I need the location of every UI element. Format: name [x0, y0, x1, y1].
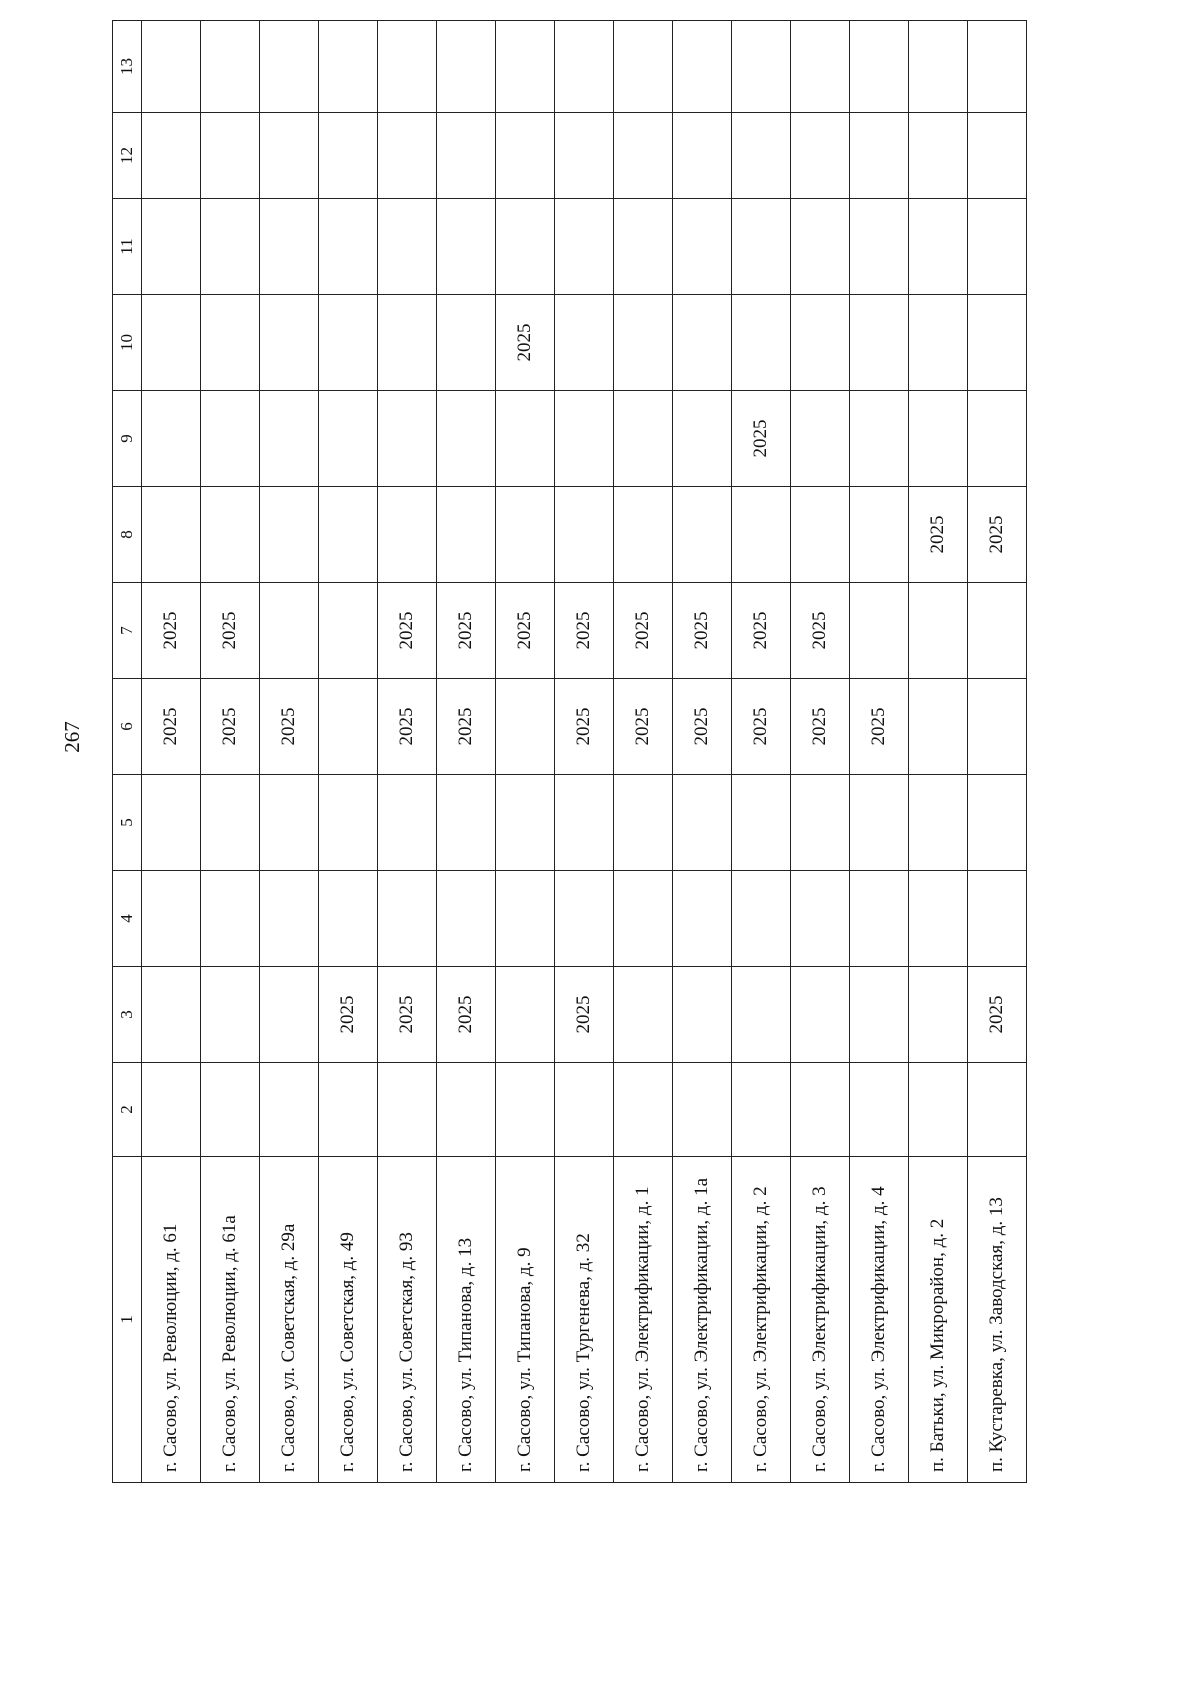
year-cell-col-8 — [555, 487, 614, 583]
year-cell-col-10 — [142, 295, 201, 391]
year-cell-col-2 — [437, 1063, 496, 1157]
year-cell-col-9: 2025 — [732, 391, 791, 487]
year-cell-col-6: 2025 — [201, 679, 260, 775]
table-row — [614, 21, 673, 1483]
year-cell-col-4 — [850, 871, 909, 967]
year-cell-col-13 — [260, 21, 319, 113]
year-cell-col-12 — [201, 113, 260, 199]
table-row — [968, 21, 1027, 1483]
year-cell-col-11 — [437, 199, 496, 295]
year-cell-col-4 — [319, 871, 378, 967]
address-cell: г. Сасово, ул. Тургенева, д. 32 — [555, 1157, 614, 1483]
year-cell-col-12 — [555, 113, 614, 199]
year-cell-col-13 — [378, 21, 437, 113]
year-cell-col-3 — [791, 967, 850, 1063]
year-cell-col-11 — [142, 199, 201, 295]
year-cell-col-5 — [142, 775, 201, 871]
year-cell-col-7: 2025 — [142, 583, 201, 679]
column-header-8: 8 — [113, 487, 142, 583]
year-cell-col-4 — [142, 871, 201, 967]
year-cell-col-4 — [437, 871, 496, 967]
page-number: 267 — [60, 721, 84, 753]
table-row — [201, 21, 260, 1483]
column-header-1: 1 — [113, 1157, 142, 1483]
year-cell-col-5 — [260, 775, 319, 871]
year-cell-col-13 — [791, 21, 850, 113]
column-header-13: 13 — [113, 21, 142, 113]
year-cell-col-5 — [201, 775, 260, 871]
year-cell-col-10 — [732, 295, 791, 391]
address-cell: г. Сасово, ул. Электрификации, д. 1 — [614, 1157, 673, 1483]
year-cell-col-8 — [142, 487, 201, 583]
year-cell-col-3: 2025 — [437, 967, 496, 1063]
column-header-11: 11 — [113, 199, 142, 295]
year-cell-col-3 — [142, 967, 201, 1063]
address-cell: г. Сасово, ул. Электрификации, д. 1а — [673, 1157, 732, 1483]
year-cell-col-10 — [909, 295, 968, 391]
year-cell-col-3: 2025 — [968, 967, 1027, 1063]
column-header-9: 9 — [113, 391, 142, 487]
table-row — [260, 21, 319, 1483]
year-cell-col-5 — [968, 775, 1027, 871]
column-header-7: 7 — [113, 583, 142, 679]
year-cell-col-10 — [201, 295, 260, 391]
address-cell: п. Кустаревка, ул. Заводская, д. 13 — [968, 1157, 1027, 1483]
year-cell-col-9 — [437, 391, 496, 487]
year-cell-col-2 — [791, 1063, 850, 1157]
year-cell-col-9 — [909, 391, 968, 487]
column-header-12: 12 — [113, 113, 142, 199]
year-cell-col-8 — [791, 487, 850, 583]
year-cell-col-4 — [378, 871, 437, 967]
address-cell: г. Сасово, ул. Советская, д. 49 — [319, 1157, 378, 1483]
year-cell-col-5 — [555, 775, 614, 871]
year-cell-col-3: 2025 — [378, 967, 437, 1063]
column-header-6: 6 — [113, 679, 142, 775]
year-cell-col-7: 2025 — [732, 583, 791, 679]
year-cell-col-7: 2025 — [614, 583, 673, 679]
year-cell-col-9 — [791, 391, 850, 487]
year-cell-col-13 — [142, 21, 201, 113]
column-header-10: 10 — [113, 295, 142, 391]
year-cell-col-11 — [732, 199, 791, 295]
year-cell-col-3: 2025 — [555, 967, 614, 1063]
year-cell-col-9 — [319, 391, 378, 487]
year-cell-col-4 — [614, 871, 673, 967]
year-cell-col-4 — [791, 871, 850, 967]
table-row — [142, 21, 201, 1483]
column-header-2: 2 — [113, 1063, 142, 1157]
year-cell-col-11 — [201, 199, 260, 295]
year-cell-col-4 — [968, 871, 1027, 967]
year-cell-col-13 — [555, 21, 614, 113]
year-cell-col-7 — [909, 583, 968, 679]
year-cell-col-4 — [260, 871, 319, 967]
table-row — [850, 21, 909, 1483]
year-cell-col-7: 2025 — [791, 583, 850, 679]
year-cell-col-2 — [968, 1063, 1027, 1157]
year-cell-col-10: 2025 — [496, 295, 555, 391]
year-cell-col-12 — [496, 113, 555, 199]
year-cell-col-4 — [732, 871, 791, 967]
year-cell-col-2 — [378, 1063, 437, 1157]
year-cell-col-12 — [319, 113, 378, 199]
year-cell-col-8: 2025 — [968, 487, 1027, 583]
year-cell-col-5 — [909, 775, 968, 871]
year-cell-col-8 — [378, 487, 437, 583]
table-row — [732, 21, 791, 1483]
year-cell-col-4 — [673, 871, 732, 967]
year-cell-col-11 — [614, 199, 673, 295]
year-cell-col-10 — [555, 295, 614, 391]
table-row — [673, 21, 732, 1483]
year-cell-col-2 — [142, 1063, 201, 1157]
year-cell-col-12 — [791, 113, 850, 199]
year-cell-col-2 — [260, 1063, 319, 1157]
year-cell-col-4 — [909, 871, 968, 967]
year-cell-col-10 — [437, 295, 496, 391]
year-cell-col-10 — [968, 295, 1027, 391]
year-cell-col-4 — [201, 871, 260, 967]
year-cell-col-7: 2025 — [555, 583, 614, 679]
table-header-row — [113, 21, 142, 1483]
year-cell-col-10 — [850, 295, 909, 391]
address-cell: г. Сасово, ул. Электрификации, д. 4 — [850, 1157, 909, 1483]
year-cell-col-9 — [378, 391, 437, 487]
address-cell: г. Сасово, ул. Электрификации, д. 3 — [791, 1157, 850, 1483]
address-cell: г. Сасово, ул. Советская, д. 93 — [378, 1157, 437, 1483]
year-cell-col-13 — [909, 21, 968, 113]
year-cell-col-3 — [909, 967, 968, 1063]
year-cell-col-2 — [319, 1063, 378, 1157]
table-row — [319, 21, 378, 1483]
year-cell-col-10 — [319, 295, 378, 391]
year-cell-col-13 — [437, 21, 496, 113]
year-cell-col-7 — [319, 583, 378, 679]
year-cell-col-9 — [260, 391, 319, 487]
year-cell-col-11 — [378, 199, 437, 295]
year-cell-col-11 — [260, 199, 319, 295]
schedule-table — [112, 20, 1027, 1483]
year-cell-col-7: 2025 — [201, 583, 260, 679]
year-cell-col-3 — [260, 967, 319, 1063]
year-cell-col-7 — [850, 583, 909, 679]
column-header-5: 5 — [113, 775, 142, 871]
year-cell-col-6: 2025 — [437, 679, 496, 775]
year-cell-col-2 — [732, 1063, 791, 1157]
year-cell-col-13 — [732, 21, 791, 113]
year-cell-col-6: 2025 — [260, 679, 319, 775]
year-cell-col-9 — [555, 391, 614, 487]
year-cell-col-8 — [673, 487, 732, 583]
year-cell-col-5 — [673, 775, 732, 871]
year-cell-col-8 — [437, 487, 496, 583]
year-cell-col-6: 2025 — [791, 679, 850, 775]
address-cell: г. Сасово, ул. Типанова, д. 13 — [437, 1157, 496, 1483]
year-cell-col-5 — [614, 775, 673, 871]
year-cell-col-5 — [496, 775, 555, 871]
year-cell-col-13 — [673, 21, 732, 113]
year-cell-col-5 — [437, 775, 496, 871]
year-cell-col-12 — [673, 113, 732, 199]
year-cell-col-6 — [496, 679, 555, 775]
year-cell-col-2 — [850, 1063, 909, 1157]
year-cell-col-12 — [437, 113, 496, 199]
year-cell-col-8 — [732, 487, 791, 583]
year-cell-col-3 — [850, 967, 909, 1063]
year-cell-col-11 — [555, 199, 614, 295]
year-cell-col-11 — [319, 199, 378, 295]
year-cell-col-13 — [201, 21, 260, 113]
year-cell-col-13 — [319, 21, 378, 113]
year-cell-col-2 — [555, 1063, 614, 1157]
year-cell-col-6: 2025 — [614, 679, 673, 775]
year-cell-col-13 — [850, 21, 909, 113]
table-row — [909, 21, 968, 1483]
year-cell-col-7 — [260, 583, 319, 679]
year-cell-col-6: 2025 — [673, 679, 732, 775]
address-cell: г. Сасово, ул. Революции, д. 61а — [201, 1157, 260, 1483]
year-cell-col-9 — [142, 391, 201, 487]
year-cell-col-5 — [791, 775, 850, 871]
year-cell-col-12 — [142, 113, 201, 199]
year-cell-col-12 — [260, 113, 319, 199]
year-cell-col-3 — [673, 967, 732, 1063]
year-cell-col-3: 2025 — [319, 967, 378, 1063]
year-cell-col-13 — [968, 21, 1027, 113]
year-cell-col-10 — [260, 295, 319, 391]
year-cell-col-6: 2025 — [142, 679, 201, 775]
year-cell-col-3 — [614, 967, 673, 1063]
year-cell-col-11 — [496, 199, 555, 295]
year-cell-col-8 — [850, 487, 909, 583]
year-cell-col-2 — [201, 1063, 260, 1157]
address-cell: г. Сасово, ул. Советская, д. 29а — [260, 1157, 319, 1483]
year-cell-col-7: 2025 — [496, 583, 555, 679]
year-cell-col-5 — [319, 775, 378, 871]
address-cell: г. Сасово, ул. Электрификации, д. 2 — [732, 1157, 791, 1483]
year-cell-col-4 — [555, 871, 614, 967]
year-cell-col-6 — [909, 679, 968, 775]
column-header-3: 3 — [113, 967, 142, 1063]
year-cell-col-10 — [673, 295, 732, 391]
year-cell-col-8 — [614, 487, 673, 583]
year-cell-col-3 — [496, 967, 555, 1063]
year-cell-col-11 — [850, 199, 909, 295]
address-cell: г. Сасово, ул. Типанова, д. 9 — [496, 1157, 555, 1483]
year-cell-col-2 — [614, 1063, 673, 1157]
year-cell-col-9 — [496, 391, 555, 487]
year-cell-col-5 — [378, 775, 437, 871]
year-cell-col-11 — [791, 199, 850, 295]
year-cell-col-9 — [673, 391, 732, 487]
table-row — [791, 21, 850, 1483]
year-cell-col-2 — [673, 1063, 732, 1157]
year-cell-col-4 — [496, 871, 555, 967]
table-row — [555, 21, 614, 1483]
year-cell-col-12 — [614, 113, 673, 199]
year-cell-col-13 — [496, 21, 555, 113]
column-header-4: 4 — [113, 871, 142, 967]
year-cell-col-11 — [673, 199, 732, 295]
year-cell-col-12 — [909, 113, 968, 199]
year-cell-col-12 — [850, 113, 909, 199]
year-cell-col-6: 2025 — [555, 679, 614, 775]
year-cell-col-6: 2025 — [850, 679, 909, 775]
year-cell-col-8: 2025 — [909, 487, 968, 583]
year-cell-col-12 — [378, 113, 437, 199]
year-cell-col-9 — [201, 391, 260, 487]
year-cell-col-6 — [968, 679, 1027, 775]
year-cell-col-3 — [201, 967, 260, 1063]
year-cell-col-7: 2025 — [437, 583, 496, 679]
year-cell-col-3 — [732, 967, 791, 1063]
table-row — [437, 21, 496, 1483]
year-cell-col-7: 2025 — [673, 583, 732, 679]
year-cell-col-10 — [614, 295, 673, 391]
year-cell-col-6 — [319, 679, 378, 775]
year-cell-col-9 — [614, 391, 673, 487]
year-cell-col-11 — [968, 199, 1027, 295]
year-cell-col-8 — [201, 487, 260, 583]
year-cell-col-12 — [968, 113, 1027, 199]
year-cell-col-2 — [496, 1063, 555, 1157]
year-cell-col-7 — [968, 583, 1027, 679]
table-row — [496, 21, 555, 1483]
address-cell: г. Сасово, ул. Революции, д. 61 — [142, 1157, 201, 1483]
year-cell-col-10 — [378, 295, 437, 391]
year-cell-col-8 — [260, 487, 319, 583]
year-cell-col-8 — [496, 487, 555, 583]
address-cell: п. Батьки, ул. Микрорайон, д. 2 — [909, 1157, 968, 1483]
year-cell-col-6: 2025 — [732, 679, 791, 775]
year-cell-col-12 — [732, 113, 791, 199]
year-cell-col-9 — [968, 391, 1027, 487]
year-cell-col-11 — [909, 199, 968, 295]
year-cell-col-2 — [909, 1063, 968, 1157]
year-cell-col-5 — [850, 775, 909, 871]
year-cell-col-7: 2025 — [378, 583, 437, 679]
year-cell-col-6: 2025 — [378, 679, 437, 775]
year-cell-col-8 — [319, 487, 378, 583]
table-row — [378, 21, 437, 1483]
year-cell-col-13 — [614, 21, 673, 113]
year-cell-col-10 — [791, 295, 850, 391]
year-cell-col-9 — [850, 391, 909, 487]
year-cell-col-5 — [732, 775, 791, 871]
